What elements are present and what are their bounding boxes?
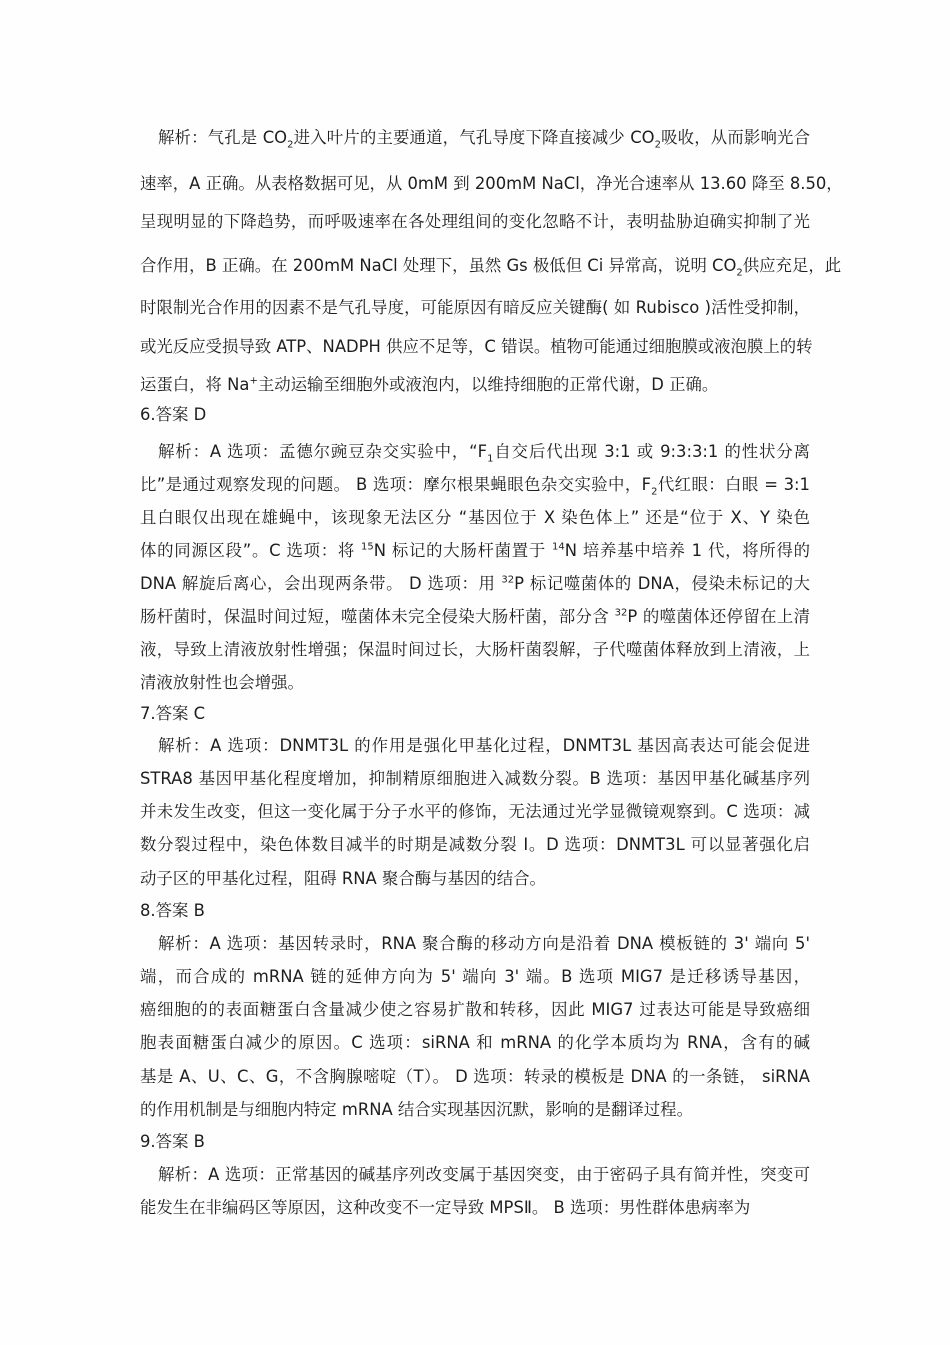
paragraph-line: 液，导致上清液放射性增强；保温时间过长，大肠杆菌裂解，子代噬菌体释放到上清液，上 — [140, 640, 810, 659]
paragraph-line: DNA 解旋后离心，会出现两条带。 D 选项：用 $^{32}$P 标记噬菌体的 DNA，侵染未标记的大 — [140, 574, 810, 593]
paragraph-line: 时限制光合作用的因素不是气孔导度，可能原因有暗反应关键酶( 如 Rubisco )活性受抑制， — [140, 298, 810, 317]
superscript: 32 — [501, 574, 515, 586]
paragraph-line: 端，而合成的 mRNA 链的延伸方向为 5' 端向 3' 端。B 选项 MIG7 是迁移诱导基因， — [140, 967, 810, 986]
subscript: 2 — [736, 267, 743, 279]
subscript: 2 — [651, 486, 658, 498]
paragraph-line: 呈现明显的下降趋势，而呼吸速率在各处理组间的变化忽略不计，表明盐胁迫确实抑制了光 — [140, 212, 810, 231]
paragraph-line: 且白眼仅出现在雄蝇中，该现象无法区分 “基因位于 X 染色体上” 还是“位于 X、Y 染色 — [140, 508, 810, 527]
paragraph-line: 能发生在非编码区等原因，这种改变不一定导致 MPSⅡ。 B 选项：男性群体患病率为 — [140, 1198, 751, 1217]
answer-heading: 8.答案 B — [140, 901, 205, 920]
paragraph-line: 解析：A 选项：DNMT3L 的作用是强化甲基化过程，DNMT3L 基因高表达可能会促进 — [158, 736, 810, 755]
answer-heading: 9.答案 B — [140, 1132, 205, 1151]
answer-heading: 7.答案 C — [140, 704, 206, 723]
superscript: 14 — [551, 541, 565, 553]
paragraph-line: 的作用机制是与细胞内特定 mRNA 结合实现基因沉默，影响的是翻译过程。 — [140, 1100, 693, 1119]
paragraph-line: 胞表面糖蛋白减少的原因。C 选项：siRNA 和 mRNA 的化学本质均为 RNA，含有的碱 — [140, 1033, 810, 1052]
superscript: 15 — [360, 541, 374, 553]
paragraph-line: 动子区的甲基化过程，阻碍 RNA 聚合酶与基因的结合。 — [140, 869, 546, 888]
paragraph-line: 清液放射性也会增强。 — [140, 673, 304, 692]
subscript: 2 — [287, 139, 294, 151]
paragraph-line: 比”是通过观察发现的问题。 B 选项：摩尔根果蝇眼色杂交实验中，$F_2$代红眼：白眼 = 3:1 — [140, 475, 810, 498]
paragraph-line: 数分裂过程中，染色体数目减半的时期是减数分裂 Ⅰ。D 选项：DNMT3L 可以显著强化启 — [140, 835, 810, 854]
paragraph-line: 体的同源区段”。C 选项：将 $^{15}$N 标记的大肠杆菌置于 $^{14}$N 培养基中培养 1 代，将所得的 — [140, 541, 810, 560]
paragraph-line: 癌细胞的的表面糖蛋白含量减少使之容易扩散和转移，因此 MIG7 过表达可能是导致癌细 — [140, 1000, 810, 1019]
subscript: 1 — [487, 453, 494, 465]
paragraph-line: 基是 A、U、C、G，不含胸腺嘧啶（T）。 D 选项：转录的模板是 DNA 的一条链， siRNA — [140, 1067, 810, 1086]
paragraph-line: 或光反应受损导致 ATP、NADPH 供应不足等，C 错误。植物可能通过细胞膜或液泡膜上的转 — [140, 337, 813, 356]
paragraph-line: 解析：A 选项：正常基因的碱基序列改变属于基因突变，由于密码子具有简并性，突变可 — [158, 1165, 810, 1184]
superscript: + — [249, 375, 258, 387]
paragraph-line: 解析：气孔是 $CO_2$进入叶片的主要通道，气孔导度下降直接减少 $CO_2$吸收，从而影响光合 — [158, 128, 810, 151]
paragraph-line: 并未发生改变，但这一变化属于分子水平的修饰，无法通过光学显微镜观察到。C 选项：减 — [140, 802, 810, 821]
paragraph-line: 速率，A 正确。从表格数据可见，从 0mM 到 200mM NaCl，净光合速率从 13.60 降至 8.50， — [140, 174, 843, 193]
answer-heading: 6.答案 D — [140, 405, 207, 424]
paragraph-line: 合作用，B 正确。在 200mM NaCl 处理下，虽然 Gs 极低但 Ci 异常高，说明 $CO_2$供应充足，此 — [140, 256, 842, 279]
superscript: 32 — [614, 607, 628, 619]
paragraph-line: 肠杆菌时，保温时间过短，噬菌体未完全侵染大肠杆菌，部分含 $^{32}$P 的噬菌体还停留在上清 — [140, 607, 810, 626]
paragraph-line: 解析：A 选项：基因转录时，RNA 聚合酶的移动方向是沿着 DNA 模板链的 3' 端向 5' — [158, 934, 810, 953]
subscript: 2 — [654, 139, 661, 151]
paragraph-line: STRA8 基因甲基化程度增加，抑制精原细胞进入减数分裂。B 选项：基因甲基化碱基序列 — [140, 769, 810, 788]
paragraph-line: 运蛋白，将 Na+主动运输至细胞外或液泡内，以维持细胞的正常代谢，D 正确。 — [140, 375, 719, 394]
paragraph-line: 解析：A 选项：孟德尔豌豆杂交实验中，“$F_1$自交后代出现 3:1 或 9:3:3:1 的性状分离 — [158, 442, 811, 465]
